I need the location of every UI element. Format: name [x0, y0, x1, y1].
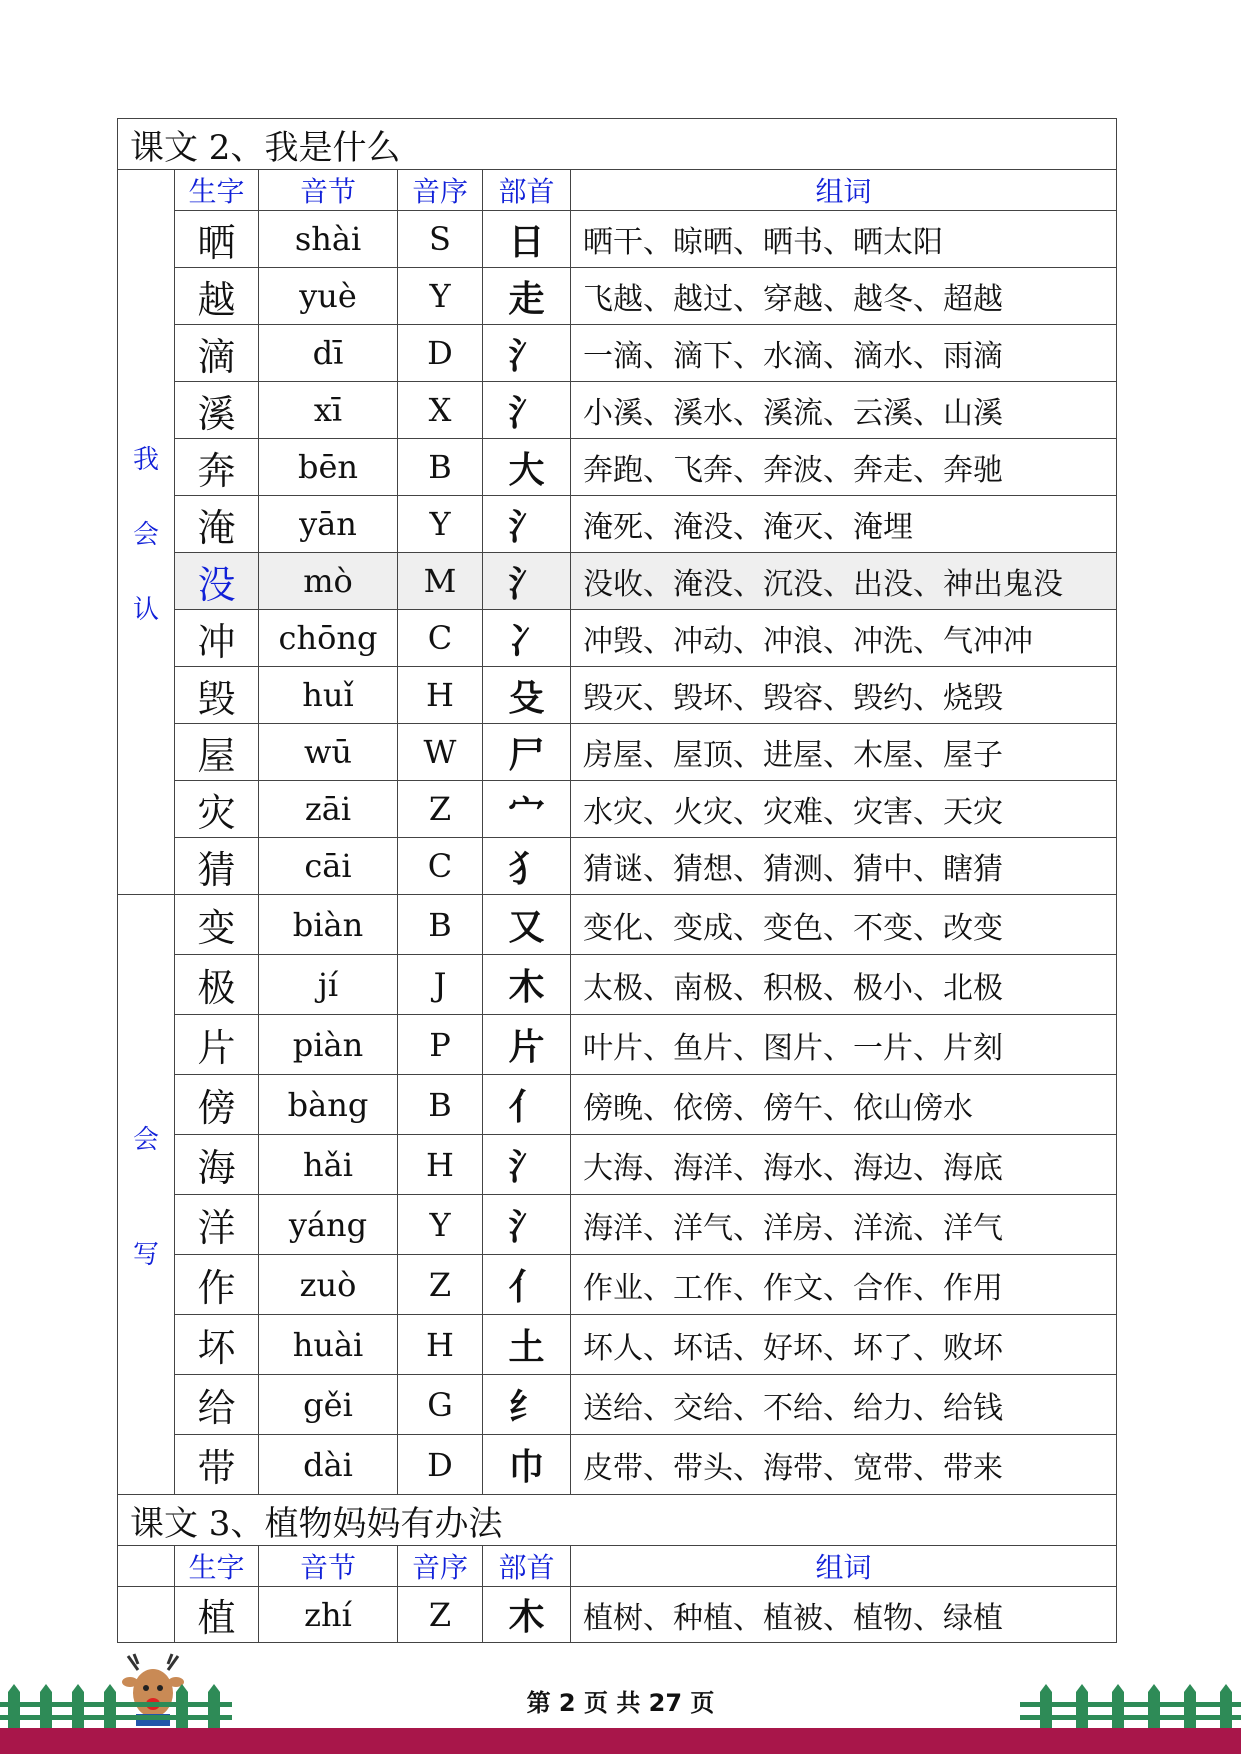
char-cell: 海: [175, 1135, 259, 1195]
initial-cell: H: [398, 1135, 483, 1195]
char-cell: 带: [175, 1435, 259, 1495]
pinyin-cell: yān: [259, 496, 398, 553]
pinyin-cell: biàn: [259, 895, 398, 955]
radical-cell: 片: [483, 1015, 571, 1075]
pinyin-cell: mò: [259, 553, 398, 610]
table-row: [118, 610, 1117, 667]
header-pinyin: 音节: [259, 170, 398, 211]
char-cell: 猜: [175, 838, 259, 895]
group-label-char: 会: [132, 1124, 159, 1155]
words-cell: 毁灭、毁坏、毁容、毁约、烧毁: [571, 667, 1117, 724]
table-row: [118, 667, 1117, 724]
header-char: 生字: [175, 1546, 259, 1587]
initial-cell: D: [398, 325, 483, 382]
words-cell: 飞越、越过、穿越、越冬、超越: [571, 268, 1117, 325]
initial-cell: Z: [398, 1587, 483, 1643]
char-cell: 奔: [175, 439, 259, 496]
table-row: [118, 895, 1117, 955]
table-row: [118, 955, 1117, 1015]
char-cell: 极: [175, 955, 259, 1015]
initial-cell: G: [398, 1375, 483, 1435]
initial-cell: C: [398, 838, 483, 895]
table-row: [118, 325, 1117, 382]
pinyin-cell: wū: [259, 724, 398, 781]
table-row: [118, 1135, 1117, 1195]
table-row: [118, 1015, 1117, 1075]
initial-cell: Y: [398, 268, 483, 325]
words-cell: 猜谜、猜想、猜测、猜中、瞎猜: [571, 838, 1117, 895]
initial-cell: Z: [398, 781, 483, 838]
initial-cell: Y: [398, 1195, 483, 1255]
initial-cell: Z: [398, 1255, 483, 1315]
words-cell: 海洋、洋气、洋房、洋流、洋气: [571, 1195, 1117, 1255]
radical-cell: 氵: [483, 325, 571, 382]
char-cell: 变: [175, 895, 259, 955]
group-label: [118, 895, 175, 1495]
char-cell: 作: [175, 1255, 259, 1315]
radical-cell: 又: [483, 895, 571, 955]
char-cell: 滴: [175, 325, 259, 382]
table-row: [118, 1587, 1117, 1643]
pinyin-cell: zhí: [259, 1587, 398, 1643]
pinyin-cell: cāi: [259, 838, 398, 895]
initial-cell: S: [398, 211, 483, 268]
header-radical: 部首: [483, 170, 571, 211]
char-cell: 洋: [175, 1195, 259, 1255]
char-cell: 淹: [175, 496, 259, 553]
header-radical: 部首: [483, 1546, 571, 1587]
radical-cell: 亻: [483, 1075, 571, 1135]
pinyin-cell: shài: [259, 211, 398, 268]
initial-cell: C: [398, 610, 483, 667]
pinyin-cell: hǎi: [259, 1135, 398, 1195]
radical-cell: 氵: [483, 382, 571, 439]
initial-cell: M: [398, 553, 483, 610]
header-words: 组词: [571, 170, 1117, 211]
radical-cell: 氵: [483, 496, 571, 553]
words-cell: 房屋、屋顶、进屋、木屋、屋子: [571, 724, 1117, 781]
pinyin-cell: jí: [259, 955, 398, 1015]
vocab-table: [117, 118, 1117, 1643]
group-label-char: 写: [132, 1239, 159, 1270]
fence-left-icon: [0, 1682, 232, 1730]
radical-cell: 犭: [483, 838, 571, 895]
pinyin-cell: huài: [259, 1315, 398, 1375]
words-cell: 没收、淹没、沉没、出没、神出鬼没: [571, 553, 1117, 610]
radical-cell: 殳: [483, 667, 571, 724]
pinyin-cell: yuè: [259, 268, 398, 325]
group-label: [118, 170, 175, 895]
radical-cell: 冫: [483, 610, 571, 667]
pinyin-cell: bàng: [259, 1075, 398, 1135]
words-cell: 奔跑、飞奔、奔波、奔走、奔驰: [571, 439, 1117, 496]
words-cell: 送给、交给、不给、给力、给钱: [571, 1375, 1117, 1435]
words-cell: 冲毁、冲动、冲浪、冲洗、气冲冲: [571, 610, 1117, 667]
table-row: [118, 781, 1117, 838]
char-cell: 植: [175, 1587, 259, 1643]
char-cell: 傍: [175, 1075, 259, 1135]
page-number: 第 2 页 共 27 页: [526, 1689, 715, 1717]
pinyin-cell: dī: [259, 325, 398, 382]
pinyin-cell: dài: [259, 1435, 398, 1495]
char-cell: 没: [175, 553, 259, 610]
radical-cell: 纟: [483, 1375, 571, 1435]
table-row: [118, 268, 1117, 325]
pinyin-cell: zuò: [259, 1255, 398, 1315]
words-cell: 变化、变成、变色、不变、改变: [571, 895, 1117, 955]
words-cell: 晒干、晾晒、晒书、晒太阳: [571, 211, 1117, 268]
initial-cell: J: [398, 955, 483, 1015]
lesson-title: 课文 2、我是什么: [118, 119, 1117, 170]
blank-cell: [118, 1546, 175, 1587]
radical-cell: 巾: [483, 1435, 571, 1495]
char-cell: 屋: [175, 724, 259, 781]
pinyin-cell: yáng: [259, 1195, 398, 1255]
radical-cell: 土: [483, 1315, 571, 1375]
char-cell: 给: [175, 1375, 259, 1435]
radical-cell: 大: [483, 439, 571, 496]
char-cell: 溪: [175, 382, 259, 439]
initial-cell: P: [398, 1015, 483, 1075]
table-row: [118, 211, 1117, 268]
group-label-char: 认: [132, 594, 159, 625]
table-row: [118, 1435, 1117, 1495]
table-row: [118, 1195, 1117, 1255]
table-row: [118, 553, 1117, 610]
table-row: [118, 838, 1117, 895]
initial-cell: B: [398, 1075, 483, 1135]
radical-cell: 氵: [483, 553, 571, 610]
initial-cell: B: [398, 439, 483, 496]
table-row: [118, 1255, 1117, 1315]
initial-cell: Y: [398, 496, 483, 553]
radical-cell: 宀: [483, 781, 571, 838]
words-cell: 水灾、火灾、灾难、灾害、天灾: [571, 781, 1117, 838]
words-cell: 坏人、坏话、好坏、坏了、败坏: [571, 1315, 1117, 1375]
radical-cell: 亻: [483, 1255, 571, 1315]
char-cell: 灾: [175, 781, 259, 838]
char-cell: 越: [175, 268, 259, 325]
header-pinyin: 音节: [259, 1546, 398, 1587]
radical-cell: 日: [483, 211, 571, 268]
initial-cell: H: [398, 1315, 483, 1375]
radical-cell: 尸: [483, 724, 571, 781]
table-row: [118, 496, 1117, 553]
words-cell: 太极、南极、积极、极小、北极: [571, 955, 1117, 1015]
char-cell: 毁: [175, 667, 259, 724]
group-label-char: 会: [132, 519, 159, 550]
words-cell: 植树、种植、植被、植物、绿植: [571, 1587, 1117, 1643]
fence-right-icon: [1020, 1682, 1241, 1730]
radical-cell: 氵: [483, 1195, 571, 1255]
char-cell: 冲: [175, 610, 259, 667]
header-words: 组词: [571, 1546, 1117, 1587]
char-cell: 晒: [175, 211, 259, 268]
header-initial: 音序: [398, 1546, 483, 1587]
pinyin-cell: gěi: [259, 1375, 398, 1435]
initial-cell: D: [398, 1435, 483, 1495]
initial-cell: W: [398, 724, 483, 781]
header-initial: 音序: [398, 170, 483, 211]
words-cell: 叶片、鱼片、图片、一片、片刻: [571, 1015, 1117, 1075]
group-label-char: 我: [132, 444, 159, 475]
table-row: [118, 724, 1117, 781]
radical-cell: 氵: [483, 1135, 571, 1195]
pinyin-cell: huǐ: [259, 667, 398, 724]
char-cell: 坏: [175, 1315, 259, 1375]
pinyin-cell: xī: [259, 382, 398, 439]
blank-cell: [118, 1587, 175, 1643]
words-cell: 皮带、带头、海带、宽带、带来: [571, 1435, 1117, 1495]
initial-cell: X: [398, 382, 483, 439]
lesson-title: 课文 3、植物妈妈有办法: [118, 1495, 1117, 1546]
radical-cell: 走: [483, 268, 571, 325]
words-cell: 小溪、溪水、溪流、云溪、山溪: [571, 382, 1117, 439]
radical-cell: 木: [483, 1587, 571, 1643]
initial-cell: H: [398, 667, 483, 724]
pinyin-cell: chōng: [259, 610, 398, 667]
pinyin-cell: zāi: [259, 781, 398, 838]
header-char: 生字: [175, 170, 259, 211]
table-row: [118, 1075, 1117, 1135]
radical-cell: 木: [483, 955, 571, 1015]
table-row: [118, 1315, 1117, 1375]
table-row: [118, 1375, 1117, 1435]
table-row: [118, 382, 1117, 439]
words-cell: 傍晚、依傍、傍午、依山傍水: [571, 1075, 1117, 1135]
pinyin-cell: piàn: [259, 1015, 398, 1075]
words-cell: 淹死、淹没、淹灭、淹埋: [571, 496, 1117, 553]
char-cell: 片: [175, 1015, 259, 1075]
initial-cell: B: [398, 895, 483, 955]
table-row: [118, 439, 1117, 496]
pinyin-cell: bēn: [259, 439, 398, 496]
words-cell: 大海、海洋、海水、海边、海底: [571, 1135, 1117, 1195]
bottom-bar: [0, 1728, 1241, 1754]
words-cell: 一滴、滴下、水滴、滴水、雨滴: [571, 325, 1117, 382]
words-cell: 作业、工作、作文、合作、作用: [571, 1255, 1117, 1315]
